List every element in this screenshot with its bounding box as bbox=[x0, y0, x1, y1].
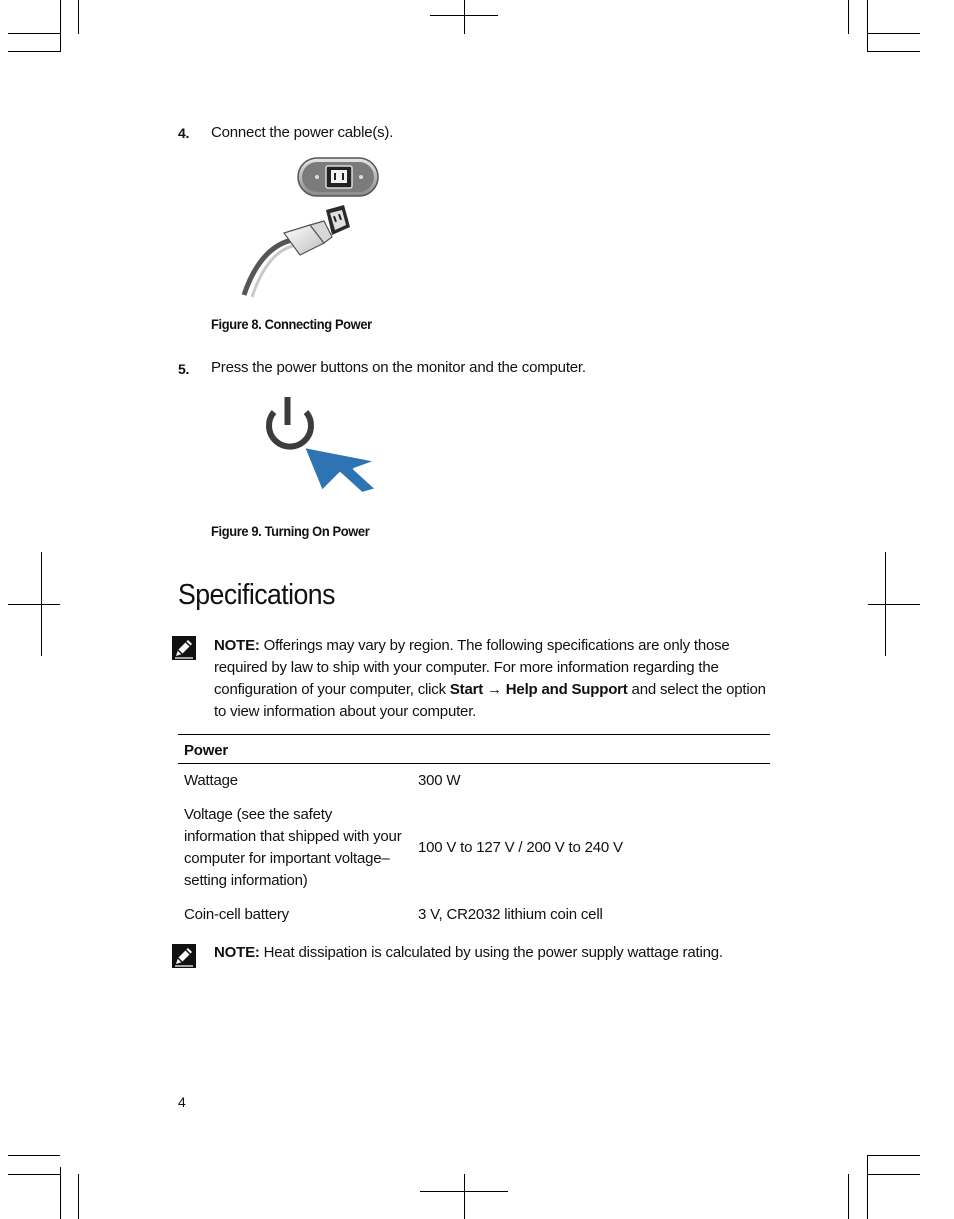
spec-value: 3 V, CR2032 lithium coin cell bbox=[418, 905, 603, 923]
help-and-support-label: Help and Support bbox=[505, 681, 628, 698]
figure-caption: Figure 8. Connecting Power bbox=[211, 316, 372, 332]
note-offerings bbox=[214, 635, 770, 723]
power-button-illustration bbox=[260, 395, 380, 495]
table-row bbox=[178, 898, 770, 932]
arrow-glyph: → bbox=[483, 681, 506, 698]
start-menu-label: Start bbox=[449, 681, 484, 698]
table-row bbox=[178, 798, 770, 898]
spec-value: 300 W bbox=[418, 771, 461, 789]
note-pencil-icon bbox=[172, 636, 196, 660]
figure-caption: Figure 9. Turning On Power bbox=[211, 523, 370, 539]
note-text: Offerings may vary by region. The following specifications are only those required by law to ship with your computer. For more information regarding the configuration of your computer, click bbox=[214, 637, 730, 698]
spec-name: Coin-cell battery bbox=[184, 905, 289, 923]
step-number: 5. bbox=[178, 361, 190, 377]
note-text-end: and select the option to view information about your computer. bbox=[214, 681, 766, 720]
note-text: Heat dissipation is calculated by using the power supply wattage rating. bbox=[259, 944, 723, 961]
page-number: 4 bbox=[178, 1094, 186, 1110]
section-heading: Specifications bbox=[178, 579, 335, 611]
power-cable-connector-illustration bbox=[240, 155, 390, 300]
note-heat-dissipation bbox=[214, 942, 770, 964]
spec-value: 100 V to 127 V / 200 V to 240 V bbox=[418, 838, 623, 856]
note-label: NOTE: bbox=[214, 944, 260, 961]
step-text: Press the power buttons on the monitor and the computer. bbox=[211, 359, 586, 376]
note-label: NOTE: bbox=[214, 637, 260, 654]
power-specifications-table bbox=[178, 734, 770, 932]
step-text: Connect the power cable(s). bbox=[211, 124, 394, 141]
table-header: Power bbox=[178, 735, 770, 764]
table-row bbox=[178, 764, 770, 798]
spec-name: Voltage (see the safety information that shipped with your computer for important voltage–setting information) bbox=[184, 805, 402, 889]
spec-name: Wattage bbox=[184, 771, 238, 789]
note-pencil-icon bbox=[172, 944, 196, 968]
step-number: 4. bbox=[178, 125, 190, 141]
